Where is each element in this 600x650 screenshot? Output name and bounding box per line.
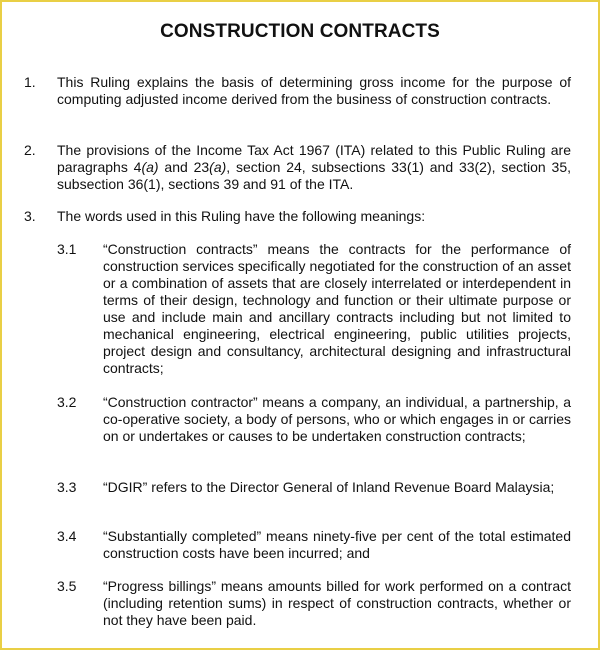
paragraph-3-text: The words used in this Ruling have the following meanings: xyxy=(57,208,426,224)
definition-3-2-number: 3.2 xyxy=(57,394,77,410)
paragraph-1-text: This Ruling explains the basis of determining gross income for the purpose of computing adjusted income derived from the business of construction contracts. xyxy=(57,74,571,107)
paragraph-2-number: 2. xyxy=(24,142,36,158)
definition-3-3-number: 3.3 xyxy=(57,479,77,495)
paragraph-3-number: 3. xyxy=(24,208,36,224)
definition-3-5-number: 3.5 xyxy=(57,578,77,594)
definition-3-4-number: 3.4 xyxy=(57,528,77,544)
paragraph-2-italic-a: (a) xyxy=(141,159,159,175)
document-title: CONSTRUCTION CONTRACTS xyxy=(160,21,440,42)
paragraph-2-italic-b: (a) xyxy=(209,159,227,175)
paragraph-2-text-part-1: The provisions of the Income Tax Act 1967 (ITA) related to this Public Ruling are paragraphs 4 xyxy=(57,142,571,175)
definition-3-2-text: “Construction contractor” means a company, an individual, a partnership, a co-operative society, a body of persons, who or which engages in or carries on or undertakes or causes to be undertaken construction contracts; xyxy=(103,394,571,444)
definition-3-5-text: “Progress billings” means amounts billed for work performed on a contract (including retention sums) in respect of construction contracts, whether or not they have been paid. xyxy=(103,578,571,628)
paragraph-2-text-part-3: , section 24, subsections 33(1) and 33(2), section 35, subsection 36(1), sections 39 and 91 of the ITA. xyxy=(57,159,571,192)
paragraph-2-text xyxy=(57,142,571,193)
paragraph-1-number: 1. xyxy=(24,74,36,90)
paragraph-2-text-part-2: and 23 xyxy=(158,159,210,175)
definition-3-4-text: “Substantially completed” means ninety-five per cent of the total estimated construction costs have been incurred; and xyxy=(103,528,571,561)
definition-3-3-text: “DGIR” refers to the Director General of Inland Revenue Board Malaysia; xyxy=(103,479,555,495)
definition-3-1-text: “Construction contracts” means the contracts for the performance of construction services specifically negotiated for the construction of an asset or a combination of assets that are closely interrelated or interdependent in terms of their design, technology and function or their ultimate purpose or use and include main and ancillary contracts including but not limited to mechanical engineering, electrical engineering, public utilities projects, project design and consultancy, architectural designing and infrastructural contracts; xyxy=(103,241,571,376)
definition-3-1-number: 3.1 xyxy=(57,241,77,257)
